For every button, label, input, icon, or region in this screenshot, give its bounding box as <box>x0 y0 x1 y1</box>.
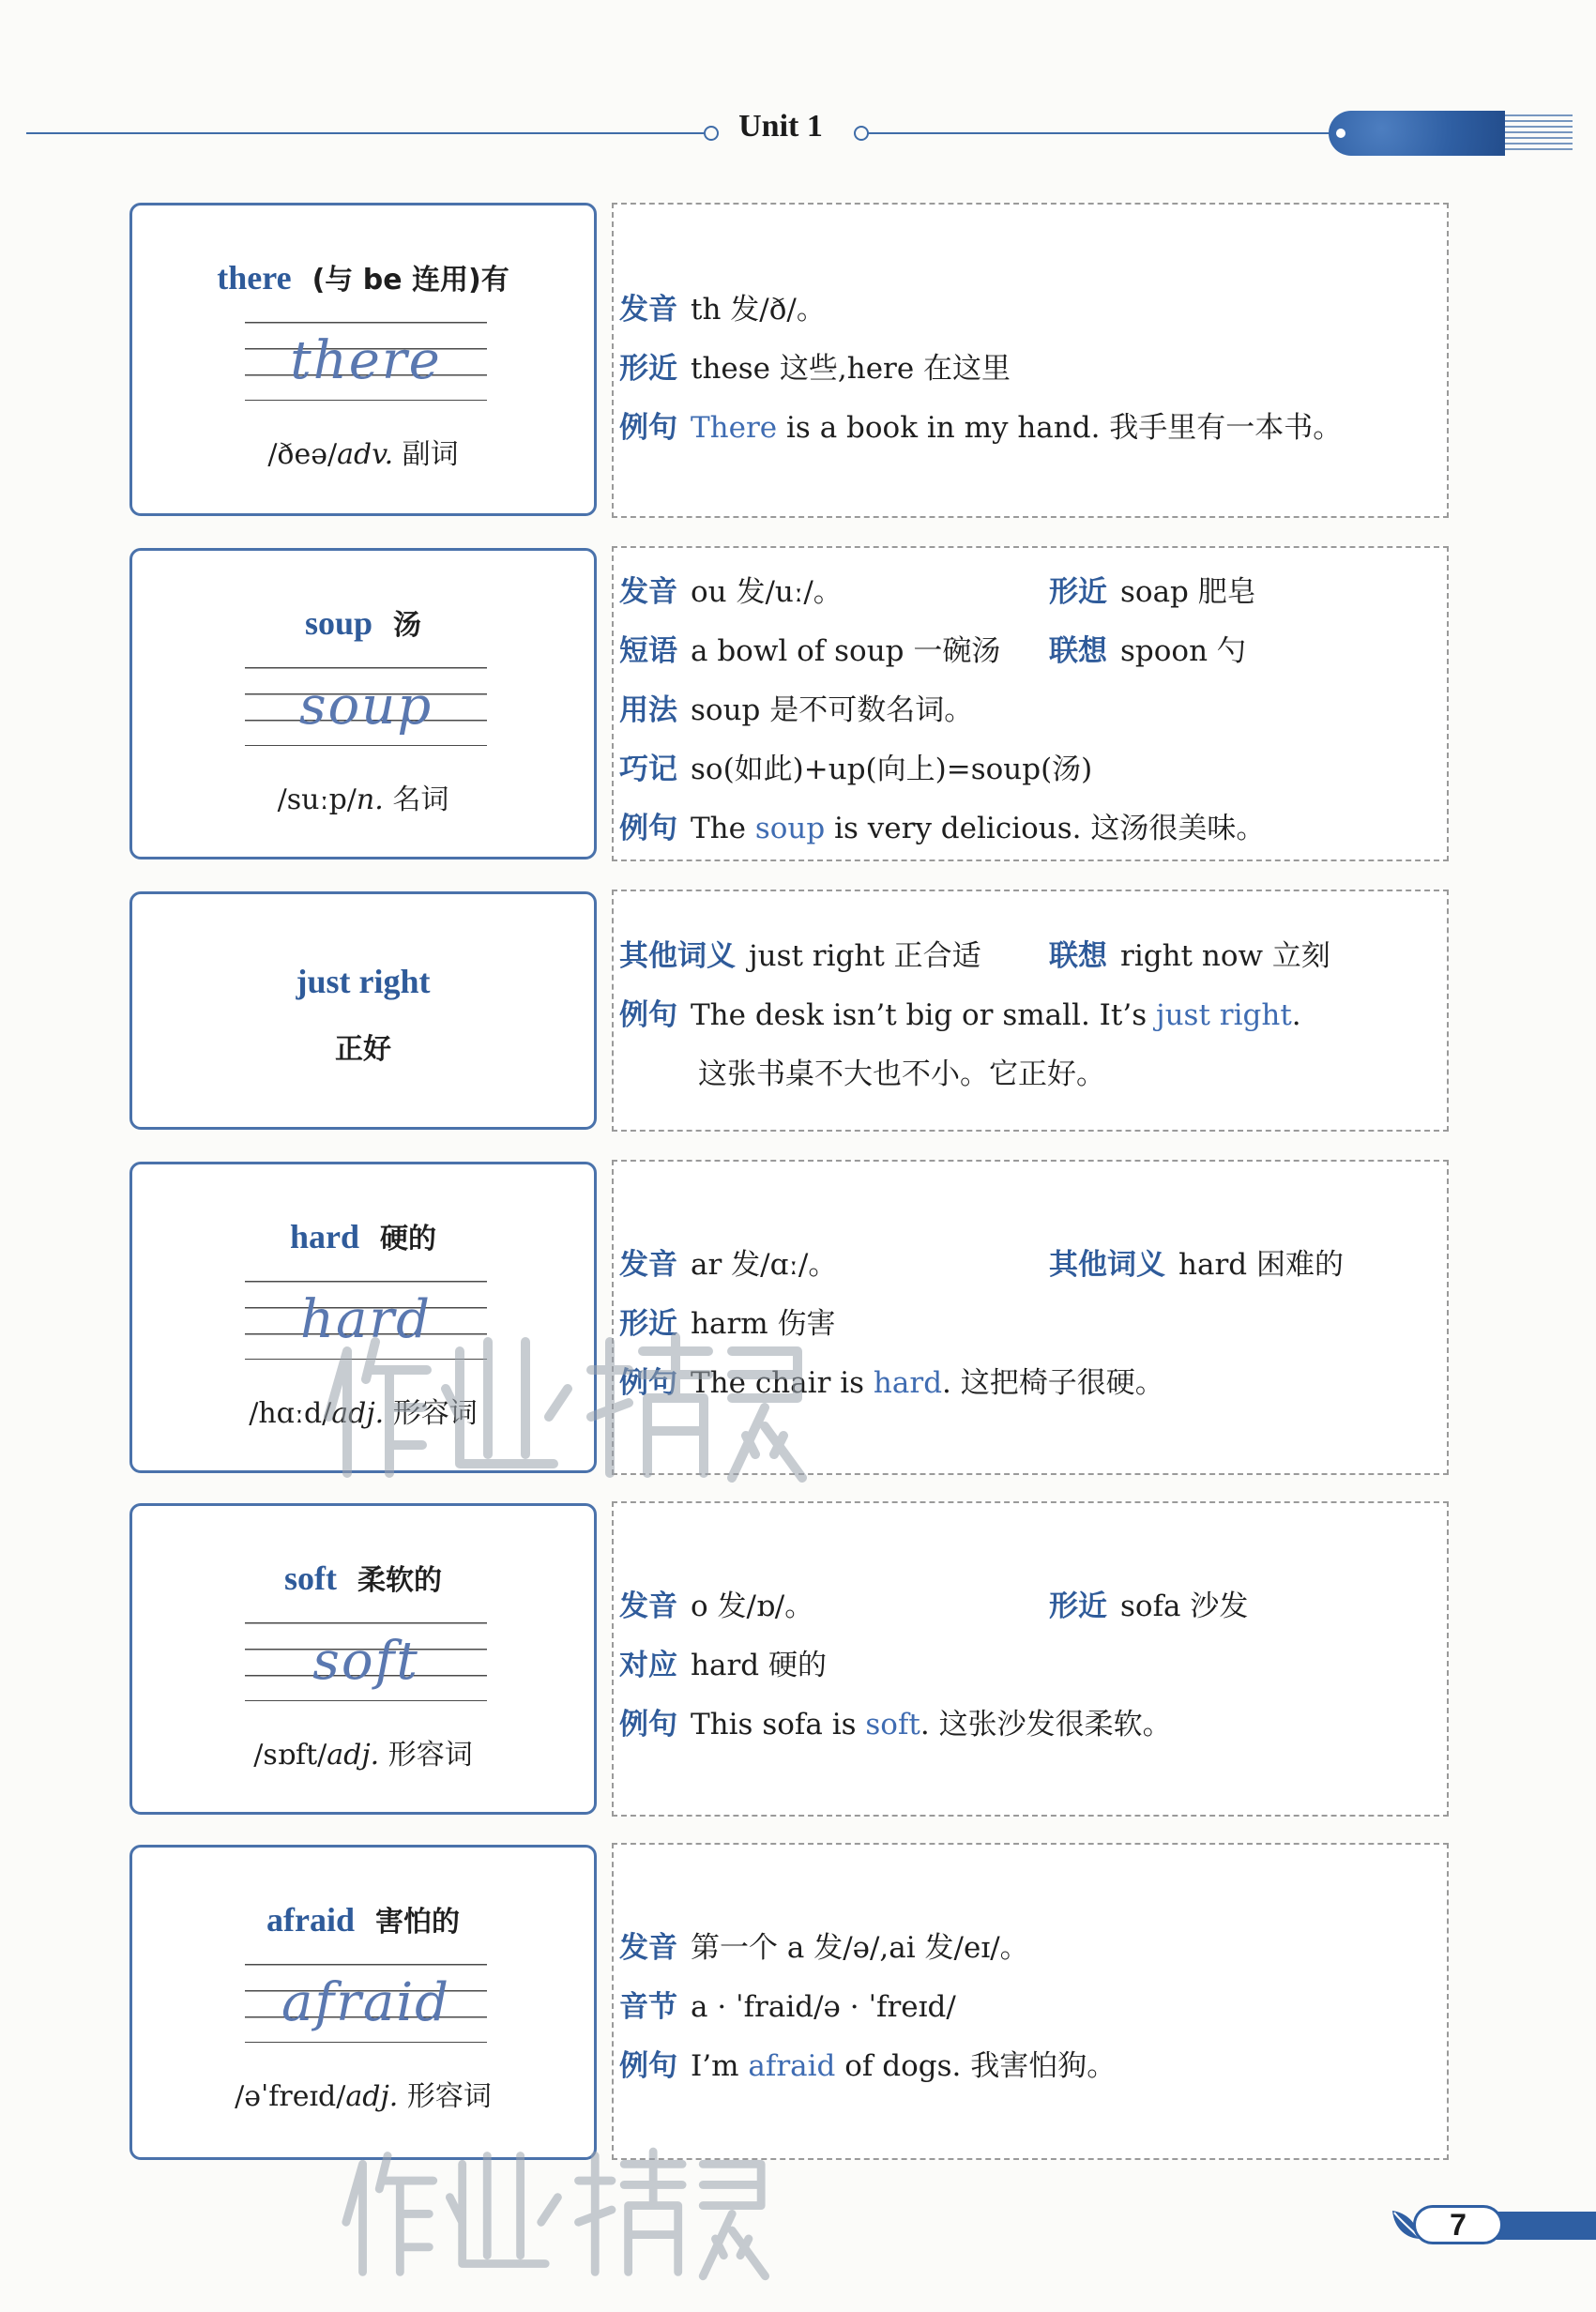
card-phonetic: /suːp/ <box>277 783 357 816</box>
notes-panel-afraid <box>612 1843 1449 2160</box>
card-phonetic: /ðeə/ <box>267 438 338 471</box>
note-line <box>1049 627 1246 669</box>
note-line <box>619 403 1342 446</box>
card-phonetic: /hɑːd/ <box>249 1397 332 1430</box>
note-line <box>619 1641 827 1683</box>
note-text: . <box>1291 998 1301 1032</box>
note-line <box>1049 568 1256 610</box>
watermark-logo <box>319 1314 807 1492</box>
note-line <box>698 1050 1105 1092</box>
note-tag: 例句 <box>619 812 677 845</box>
note-text: soup 是不可数名词。 <box>691 693 974 727</box>
note-tag: 联想 <box>1049 939 1107 973</box>
card-pos: adj. <box>327 1739 380 1772</box>
header-decor-stripes <box>1505 114 1573 152</box>
note-tag: 例句 <box>619 998 677 1032</box>
watermark-logo-lower <box>338 2130 769 2289</box>
handwriting-word: afraid <box>281 1972 451 2033</box>
card-pos: adj. <box>331 1397 385 1430</box>
note-text: th 发/ð/。 <box>691 293 826 327</box>
word-card-just-right <box>129 891 597 1130</box>
card-word: afraid <box>266 1901 355 1939</box>
note-line <box>619 344 1011 387</box>
header-dot-left <box>704 126 719 141</box>
card-pos-zh: 形容词 <box>392 1397 478 1430</box>
note-text: The <box>691 812 755 845</box>
card-pos: n. <box>356 783 384 816</box>
note-highlight: just right <box>1155 998 1292 1032</box>
note-text: is a book in my hand. 我手里有一本书。 <box>777 411 1343 445</box>
note-tag: 例句 <box>619 1708 677 1742</box>
header-rule-right <box>867 132 1331 134</box>
note-tag: 发音 <box>619 1248 677 1282</box>
word-card-soup <box>129 548 597 859</box>
card-pos: adv. <box>337 438 394 471</box>
note-line <box>619 991 1301 1033</box>
notes-panel-just-right <box>612 890 1449 1132</box>
note-highlight: afraid <box>748 2049 836 2083</box>
note-line <box>619 627 1000 669</box>
card-word: just right <box>296 963 431 1000</box>
card-meaning: 柔软的 <box>357 1564 442 1597</box>
card-word: soup <box>304 604 373 642</box>
note-tag: 联想 <box>1049 634 1107 668</box>
card-meaning: 汤 <box>393 609 422 642</box>
card-phonetic: /əˈfreɪd/ <box>235 2080 346 2113</box>
note-text: just right 正合适 <box>749 939 981 973</box>
handwriting-word: soft <box>312 1631 419 1692</box>
note-tag: 发音 <box>619 293 677 327</box>
header-rule-left <box>26 132 704 134</box>
handwriting-word: there <box>290 330 442 391</box>
card-word: there <box>217 259 292 297</box>
card-pos-zh: 名词 <box>392 783 449 816</box>
card-word: hard <box>289 1218 360 1255</box>
note-tag: 形近 <box>619 352 677 386</box>
note-text: ar 发/ɑː/。 <box>691 1248 838 1282</box>
handwriting-lines <box>245 1964 487 2043</box>
note-text: a · ˈfraid/ə · ˈfreɪd/ <box>691 1990 956 2024</box>
unit-title: Unit 1 <box>738 109 823 144</box>
notes-panel-soft <box>612 1501 1449 1817</box>
note-tag: 短语 <box>619 634 677 668</box>
note-text: . 这张沙发很柔软。 <box>920 1708 1172 1742</box>
note-text: I’m <box>691 2049 749 2083</box>
note-line <box>619 1700 1172 1742</box>
card-pos: adj. <box>345 2080 399 2113</box>
note-tag: 发音 <box>619 1931 677 1965</box>
note-text: soap 肥皂 <box>1120 575 1256 609</box>
note-tag: 例句 <box>619 411 677 445</box>
header-decor-dot <box>1336 129 1345 138</box>
note-tag: 对应 <box>619 1649 677 1682</box>
card-meaning: 正好 <box>335 1033 391 1066</box>
note-text: o 发/ɒ/。 <box>691 1590 814 1623</box>
card-meaning: 硬的 <box>380 1223 437 1255</box>
card-meaning: 害怕的 <box>375 1906 460 1939</box>
note-line <box>1049 1240 1344 1283</box>
header-decor-band <box>1329 111 1505 156</box>
word-card-there <box>129 203 597 516</box>
note-line <box>619 1582 813 1624</box>
handwriting-word: hard <box>299 1289 433 1350</box>
note-text: harm 伤害 <box>691 1307 836 1341</box>
handwriting-word: soup <box>298 676 433 737</box>
note-highlight: There <box>691 411 778 445</box>
note-tag: 发音 <box>619 575 677 609</box>
note-text: . 这把椅子很硬。 <box>942 1366 1164 1400</box>
card-pos-zh: 副词 <box>402 438 459 471</box>
note-tag: 巧记 <box>619 753 677 786</box>
note-text: 这张书桌不大也不小。它正好。 <box>698 1057 1105 1091</box>
note-text: hard 困难的 <box>1178 1248 1344 1282</box>
card-meaning: (与 be 连用)有 <box>312 264 509 297</box>
note-line <box>619 686 973 728</box>
note-line <box>619 1983 956 2025</box>
handwriting-lines <box>245 667 487 746</box>
note-text: is very delicious. 这汤很美味。 <box>825 812 1266 845</box>
page-number: 7 <box>1450 2208 1467 2242</box>
handwriting-lines <box>245 322 487 401</box>
note-line <box>619 804 1265 846</box>
note-tag: 例句 <box>619 2049 677 2083</box>
note-tag: 形近 <box>619 1307 677 1341</box>
note-line <box>619 932 981 974</box>
note-tag: 形近 <box>1049 575 1107 609</box>
card-word: soft <box>284 1559 337 1597</box>
note-text: of dogs. 我害怕狗。 <box>835 2049 1117 2083</box>
handwriting-lines <box>245 1622 487 1701</box>
note-highlight: soft <box>865 1708 920 1742</box>
note-tag: 其他词义 <box>1049 1248 1165 1282</box>
note-text: The chair is <box>691 1366 874 1400</box>
card-pos-zh: 形容词 <box>388 1739 473 1772</box>
note-tag: 形近 <box>1049 1590 1107 1623</box>
note-line <box>619 745 1092 787</box>
note-text: ou 发/uː/。 <box>691 575 843 609</box>
card-pos-zh: 形容词 <box>406 2080 492 2113</box>
note-tag: 其他词义 <box>619 939 736 973</box>
notes-panel-soup <box>612 546 1449 861</box>
note-highlight: soup <box>754 812 826 845</box>
note-text: right now 立刻 <box>1120 939 1330 973</box>
note-line <box>619 1924 1029 1966</box>
note-text: This sofa is <box>691 1708 866 1742</box>
note-tag: 用法 <box>619 693 677 727</box>
note-text: sofa 沙发 <box>1120 1590 1249 1623</box>
notes-panel-there <box>612 203 1449 518</box>
note-text: these 这些,here 在这里 <box>691 352 1011 386</box>
note-line <box>1049 1582 1248 1624</box>
word-card-afraid <box>129 1845 597 2160</box>
note-text: so(如此)+up(向上)=soup(汤) <box>691 753 1093 786</box>
note-line <box>1049 932 1330 974</box>
note-text: spoon 勺 <box>1120 634 1246 668</box>
note-text: hard 硬的 <box>691 1649 827 1682</box>
note-highlight: hard <box>873 1366 943 1400</box>
note-line <box>619 568 843 610</box>
note-line <box>619 285 826 327</box>
note-line <box>619 1240 837 1283</box>
card-phonetic: /sɒft/ <box>253 1739 327 1772</box>
word-card-soft <box>129 1503 597 1815</box>
note-tag: 例句 <box>619 1366 677 1400</box>
note-line <box>619 2042 1116 2084</box>
note-text: 第一个 a 发/ə/,ai 发/eɪ/。 <box>691 1931 1029 1965</box>
note-text: The desk isn’t big or small. It’s <box>691 998 1156 1032</box>
note-text: a bowl of soup 一碗汤 <box>691 634 1001 668</box>
note-tag: 发音 <box>619 1590 677 1623</box>
note-tag: 音节 <box>619 1990 677 2024</box>
